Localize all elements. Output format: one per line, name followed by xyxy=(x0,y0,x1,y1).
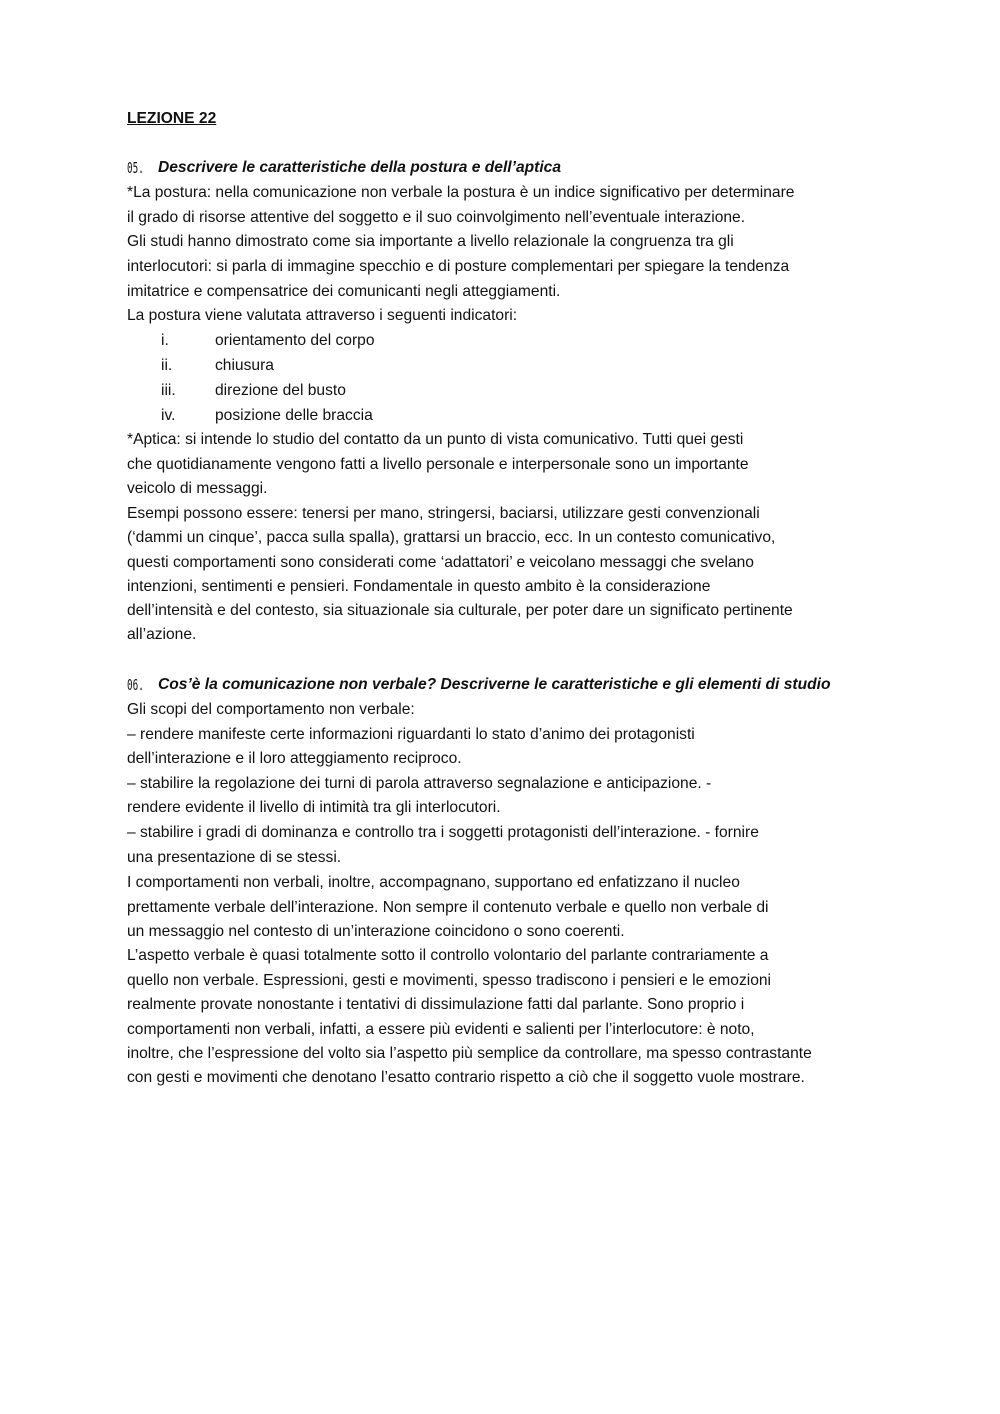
question-05-title: Descrivere le caratteristiche della postura e dell’aptica xyxy=(158,159,562,176)
paragraph-line: il grado di risorse attentive del soggetto e il suo coinvolgimento nell’eventuale interazione. xyxy=(127,209,746,226)
paragraph-line: dell’intensità e del contesto, sia situazionale sia culturale, per poter dare un significato pertinente xyxy=(127,602,793,619)
list-item: posizione delle braccia xyxy=(215,407,373,424)
list-item: chiusura xyxy=(215,357,274,374)
paragraph-line: L’aspetto verbale è quasi totalmente sotto il controllo volontario del parlante contrariamente a xyxy=(127,947,769,964)
paragraph-line: *La postura: nella comunicazione non verbale la postura è un indice significativo per determinare xyxy=(127,184,795,201)
paragraph-line: intenzioni, sentimenti e pensieri. Fondamentale in questo ambito è la considerazione xyxy=(127,578,711,595)
paragraph-line: *Aptica: si intende lo studio del contatto da un punto di vista comunicativo. Tutti quei gesti xyxy=(127,431,744,448)
paragraph-line: comportamenti non verbali, infatti, a essere più evidenti e salienti per l’interlocutore: è noto, xyxy=(127,1021,755,1038)
paragraph-line: inoltre, che l’espressione del volto sia l’aspetto più semplice da controllare, ma spesso contrastante xyxy=(127,1045,812,1062)
paragraph-line: Gli studi hanno dimostrato come sia importante a livello relazionale la congruenza tra gli xyxy=(127,233,734,250)
paragraph-line: rendere evidente il livello di intimità tra gli interlocutori. xyxy=(127,799,501,816)
paragraph-line: Gli scopi del comportamento non verbale: xyxy=(127,701,415,718)
list-item: orientamento del corpo xyxy=(215,332,375,349)
paragraph-line: che quotidianamente vengono fatti a livello personale e interpersonale sono un importante xyxy=(127,456,749,473)
paragraph-line: La postura viene valutata attraverso i seguenti indicatori: xyxy=(127,307,518,324)
paragraph-line: prettamente verbale dell’interazione. Non sempre il contenuto verbale e quello non verbale di xyxy=(127,899,769,916)
paragraph-line: interlocutori: si parla di immagine specchio e di posture complementari per spiegare la tendenza xyxy=(127,258,790,275)
paragraph-line: un messaggio nel contesto di un’interazione coincidono o sono coerenti. xyxy=(127,923,625,940)
paragraph-line: – stabilire i gradi di dominanza e controllo tra i soggetti protagonisti dell’interazione. - fornire xyxy=(127,824,759,841)
question-06-number: 06. xyxy=(127,676,144,694)
paragraph-line: quello non verbale. Espressioni, gesti e movimenti, spesso tradiscono i pensieri e le emozioni xyxy=(127,972,772,989)
list-item-number: i. xyxy=(161,332,169,349)
list-item-number: iii. xyxy=(161,382,176,399)
paragraph-line: con gesti e movimenti che denotano l’esatto contrario rispetto a ciò che il soggetto vuole mostrare. xyxy=(127,1069,805,1086)
paragraph-line: – stabilire la regolazione dei turni di parola attraverso segnalazione e anticipazione. - xyxy=(127,775,712,792)
paragraph-line: – rendere manifeste certe informazioni riguardanti lo stato d’animo dei protagonisti xyxy=(127,726,695,743)
paragraph-line: imitatrice e compensatrice dei comunicanti negli atteggiamenti. xyxy=(127,283,561,300)
lesson-title: LEZIONE 22 xyxy=(127,110,217,127)
paragraph-line: dell’interazione e il loro atteggiamento reciproco. xyxy=(127,750,462,767)
paragraph-line: (‘dammi un cinque’, pacca sulla spalla), grattarsi un braccio, ecc. In un contesto comunicativo, xyxy=(127,529,776,546)
paragraph-line: Esempi possono essere: tenersi per mano, stringersi, baciarsi, utilizzare gesti convenzionali xyxy=(127,505,760,522)
question-06-title: Cos’è la comunicazione non verbale? Descriverne le caratteristiche e gli elementi di studio xyxy=(158,676,831,693)
paragraph-line: all’azione. xyxy=(127,626,197,643)
paragraph-line: una presentazione di se stessi. xyxy=(127,849,342,866)
question-05-number: 05. xyxy=(127,159,144,177)
paragraph-line: questi comportamenti sono considerati come ‘adattatori’ e veicolano messaggi che svelano xyxy=(127,554,754,571)
list-item-number: ii. xyxy=(161,357,173,374)
paragraph-line: I comportamenti non verbali, inoltre, accompagnano, supportano ed enfatizzano il nucleo xyxy=(127,874,740,891)
paragraph-line: veicolo di messaggi. xyxy=(127,480,268,497)
paragraph-line: realmente provate nonostante i tentativi di dissimulazione fatti dal parlante. Sono proprio i xyxy=(127,996,745,1013)
list-item-number: iv. xyxy=(161,407,176,424)
list-item: direzione del busto xyxy=(215,382,346,399)
